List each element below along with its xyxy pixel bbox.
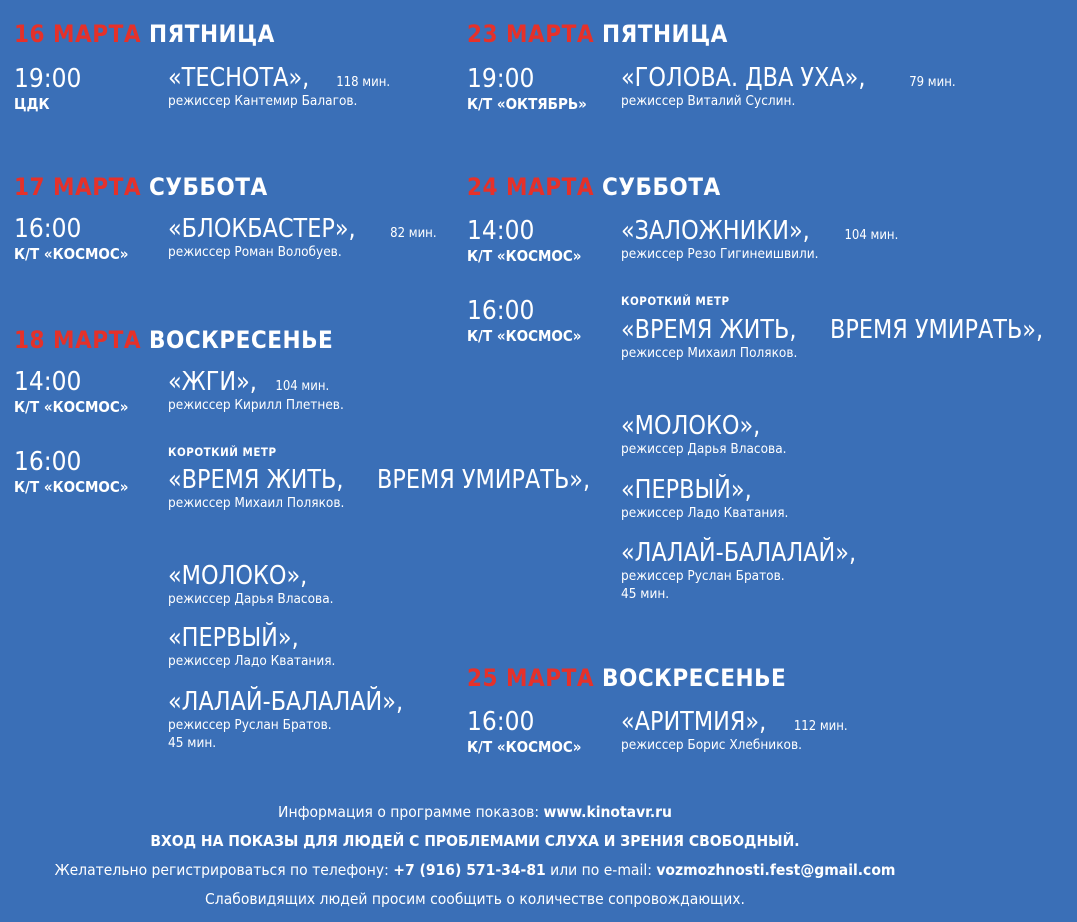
screening-slot [14,66,81,114]
screening-venue: К/Т «ОКТЯБРЬ» [467,95,587,113]
film-director: режиссер Ладо Кватания. [168,653,336,669]
phone-number[interactable]: +7 (916) 571-34-81 [393,861,546,879]
screening-time: 19:00 [14,64,82,94]
footer-info [0,798,950,914]
film-title: «ПЕРВЫЙ», [621,475,752,505]
film-duration: 112 мин. [793,719,848,734]
film-director: режиссер Ладо Кватания. [621,505,789,521]
film-director: режиссер Кирилл Плетнев. [168,397,344,413]
day-weekday: ПЯТНИЦА [602,20,728,48]
day-heading-23 [467,20,728,48]
screening-slot [467,66,587,114]
film-entry [621,539,894,603]
film-duration: 104 мин. [275,379,330,394]
film-director: режиссер Михаил Поляков. [621,345,798,361]
film-title: «ЛАЛАЙ-БАЛАЛАЙ», [168,687,404,717]
register-label: Желательно регистрироваться по телефону: [54,861,389,879]
screening-slot [14,216,129,264]
film-title: «БЛОКБАСТЕР», [168,214,356,244]
day-heading-16 [14,20,275,48]
screening-slot [14,449,129,497]
day-weekday: СУББОТА [602,173,721,201]
film-duration: 118 мин. [336,75,391,90]
info-label: Информация о программе показов: [278,803,540,821]
day-weekday: ПЯТНИЦА [149,20,275,48]
screening-time: 14:00 [467,216,535,246]
screening-time: 16:00 [467,296,535,326]
film-title: «ЖГИ», [168,367,257,397]
film-entry [168,368,344,414]
film-director: режиссер Михаил Поляков. [168,495,345,511]
film-duration: 45 мин. [168,735,217,751]
film-director: режиссер Виталий Суслин. [621,93,796,109]
day-weekday: ВОСКРЕСЕНЬЕ [602,664,787,692]
film-entry [168,562,334,608]
film-entry [621,476,788,522]
film-duration: 79 мин. [909,75,956,90]
screening-venue: К/Т «КОСМОС» [14,478,129,496]
film-title: «МОЛОКО», [621,411,761,441]
day-date: 25 МАРТА [467,664,595,692]
film-duration: 45 мин. [621,586,670,602]
screening-time: 16:00 [14,214,82,244]
email-link[interactable]: vozmozhnosti.fest@gmail.com [656,861,896,879]
film-entry [168,215,437,261]
film-title: «ЛАЛАЙ-БАЛАЛАЙ», [621,538,857,568]
film-entry [621,64,956,110]
film-entry [168,466,624,512]
film-title-line2: ВРЕМЯ УМИРАТЬ», [829,315,1043,345]
film-entry [621,316,1077,362]
day-heading-18 [14,326,333,354]
film-director: режиссер Дарья Власова. [621,441,787,457]
screening-slot [14,369,129,417]
short-film-label: КОРОТКИЙ МЕТР [621,294,730,308]
day-date: 18 МАРТА [14,326,142,354]
screening-slot [467,709,582,757]
film-director: режиссер Резо Гигинеишвили. [621,246,819,262]
day-weekday: СУББОТА [149,173,268,201]
film-entry [168,64,390,110]
film-title: «ПЕРВЫЙ», [168,623,299,653]
escort-notice: Слабовидящих людей просим сообщить о количестве сопровождающих. [205,890,745,908]
film-duration: 82 мин. [390,226,437,241]
screening-venue: К/Т «КОСМОС» [14,245,129,263]
film-director: режиссер Роман Волобуев. [168,244,342,260]
screening-venue: ЦДК [14,95,50,113]
day-heading-25 [467,664,786,692]
film-title: «МОЛОКО», [168,561,308,591]
screening-venue: К/Т «КОСМОС» [467,247,582,265]
screening-slot [467,298,582,346]
day-heading-24 [467,173,721,201]
day-date: 17 МАРТА [14,173,142,201]
film-director: режиссер Дарья Власова. [168,591,334,607]
film-director: режиссер Руслан Братов. [621,568,785,584]
film-entry [621,412,787,458]
film-title-line2: ВРЕМЯ УМИРАТЬ», [376,465,590,495]
site-link[interactable]: www.kinotavr.ru [543,803,672,821]
film-title: «ТЕСНОТА», [168,63,310,93]
day-heading-17 [14,173,268,201]
day-date: 23 МАРТА [467,20,595,48]
film-title-line1: «ВРЕМЯ ЖИТЬ, [168,465,344,495]
register-line [0,856,950,885]
screening-time: 16:00 [14,447,82,477]
screening-venue: К/Т «КОСМОС» [14,398,129,416]
or-email-label: или по e-mail: [550,861,652,879]
film-entry [168,688,441,752]
screening-slot [467,218,582,266]
film-director: режиссер Руслан Братов. [168,717,332,733]
film-title: «ГОЛОВА. ДВА УХА», [621,63,866,93]
screening-time: 16:00 [467,707,535,737]
film-entry [168,624,335,670]
screening-venue: К/Т «КОСМОС» [467,327,582,345]
film-director: режиссер Кантемир Балагов. [168,93,358,109]
day-date: 16 МАРТА [14,20,142,48]
film-director: режиссер Борис Хлебников. [621,737,802,753]
film-title-line1: «ВРЕМЯ ЖИТЬ, [621,315,797,345]
film-duration: 104 мин. [844,228,899,243]
film-entry [621,708,848,754]
screening-time: 14:00 [14,367,82,397]
day-weekday: ВОСКРЕСЕНЬЕ [149,326,334,354]
free-entry-notice: ВХОД НА ПОКАЗЫ ДЛЯ ЛЮДЕЙ С ПРОБЛЕМАМИ СЛУХА И ЗРЕНИЯ СВОБОДНЫЙ. [150,832,800,850]
screening-time: 19:00 [467,64,535,94]
footer-info-line [0,798,950,827]
film-entry [621,217,898,263]
day-date: 24 МАРТА [467,173,595,201]
screening-venue: К/Т «КОСМОС» [467,738,582,756]
film-title: «АРИТМИЯ», [621,707,767,737]
film-title: «ЗАЛОЖНИКИ», [621,216,810,246]
short-film-label: КОРОТКИЙ МЕТР [168,445,277,459]
